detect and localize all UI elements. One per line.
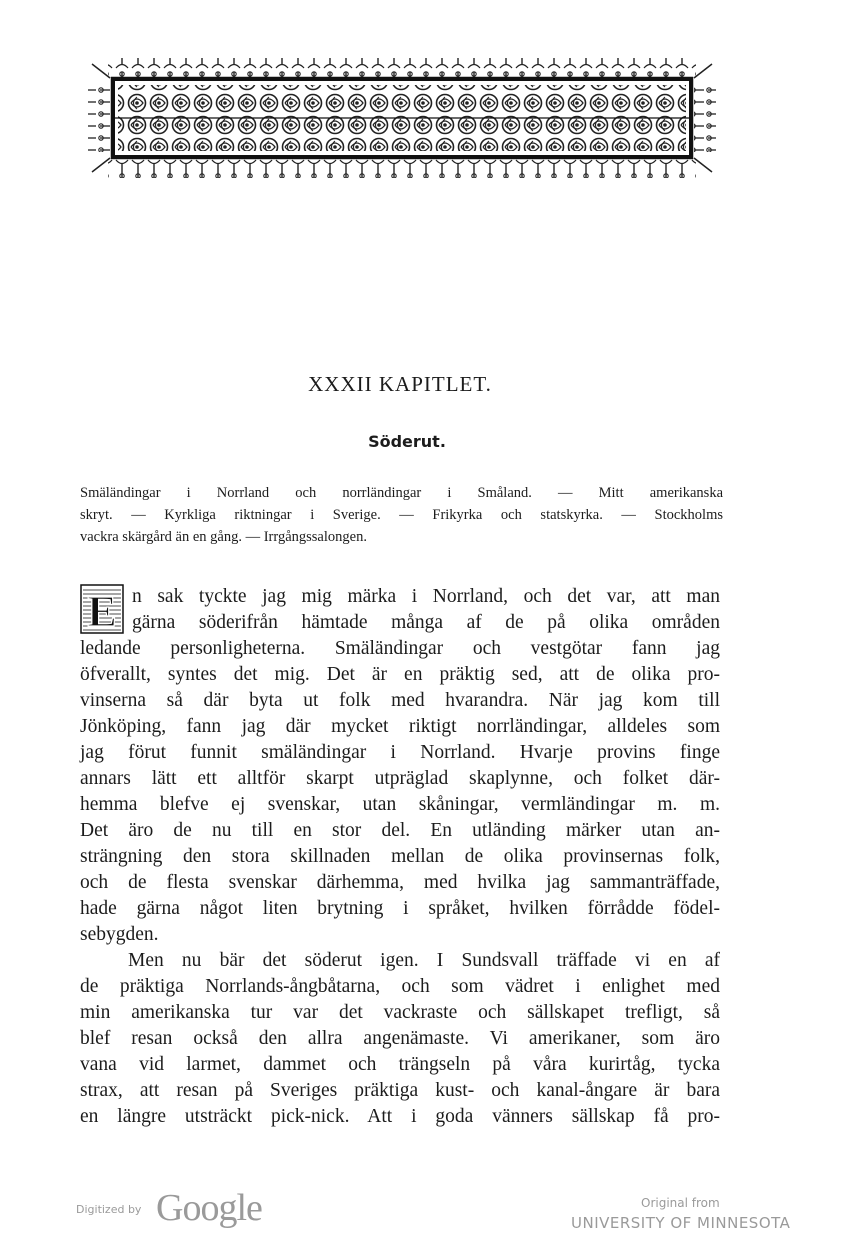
drop-cap-ornament	[80, 584, 124, 634]
body-line: hade gärna något liten brytning i språket, hvilken förrådde födel-	[80, 898, 720, 919]
body-line: en längre utsträckt pick-nick. Att i goda vänners sällskap få pro-	[80, 1106, 720, 1127]
summary-line: Smäländingar i Norrland och norrländingar i Småland. — Mitt amerikanska	[80, 485, 723, 501]
university-label: UNIVERSITY OF MINNESOTA	[571, 1214, 791, 1232]
body-line: ledande personligheterna. Smäländingar och vestgötar fann jag	[80, 638, 720, 659]
summary-line: skryt. — Kyrkliga riktningar i Sverige. — Frikyrka och statskyrka. — Stockholms	[80, 507, 723, 523]
body-line: blef resan också den allra angenämaste. Vi amerikaner, som äro	[80, 1028, 720, 1049]
body-line: strax, att resan på Sveriges präktiga kust- och kanal-ångare är bara	[80, 1080, 720, 1101]
body-line: Men nu bär det söderut igen. I Sundsvall träffade vi en af	[128, 950, 720, 971]
body-line: annars lätt ett alltför skarpt utpräglad skaplynne, och folket där-	[80, 768, 720, 789]
body-line: sebygden.	[80, 924, 159, 945]
original-from-label: Original from	[641, 1196, 720, 1210]
body-line: min amerikanska tur var det vackraste och sällskapet trefligt, så	[80, 1002, 720, 1023]
body-line: de präktiga Norrlands-ångbåtarna, och som vädret i enlighet med	[80, 976, 720, 997]
body-line: gärna söderifrån hämtade många af de på olika områden	[132, 612, 720, 633]
section-title: Söderut.	[368, 432, 446, 451]
body-line: och de flesta svenskar därhemma, med hvilka jag sammanträffade,	[80, 872, 720, 893]
body-line: hemma blefve ej svenskar, utan skåningar, vermländingar m. m.	[80, 794, 720, 815]
body-line: vinserna så där byta ut folk med hvarandra. När jag kom till	[80, 690, 720, 711]
body-line: Det äro de nu till en stor del. En utländing märker utan an-	[80, 820, 720, 841]
body-line: Jönköping, fann jag där mycket riktigt norrländingar, alldeles som	[80, 716, 720, 737]
body-line: vana vid larmet, dammet och trängseln på våra kurirtåg, tycka	[80, 1054, 720, 1075]
body-line: n sak tyckte jag mig märka i Norrland, och det var, att man	[132, 586, 720, 607]
chapter-heading: XXXII KAPITLET.	[308, 372, 492, 396]
digitized-by-label: Digitized by	[76, 1203, 142, 1216]
body-line: strängning den stora skillnaden mellan de olika provinsernas folk,	[80, 846, 720, 867]
chapter-summary	[80, 482, 723, 548]
summary-line: vackra skärgård än en gång. — Irrgångssalongen.	[80, 529, 367, 545]
drop-cap-letter: E	[87, 587, 117, 634]
google-logo: Google	[156, 1187, 262, 1229]
body-text	[80, 584, 720, 1130]
ornamental-header-border	[82, 48, 722, 188]
body-line: jag förut funnit smäländingar i Norrland. Hvarje provins finge	[80, 742, 720, 763]
body-line: öfverallt, syntes det mig. Det är en präktig sed, att de olika pro-	[80, 664, 720, 685]
